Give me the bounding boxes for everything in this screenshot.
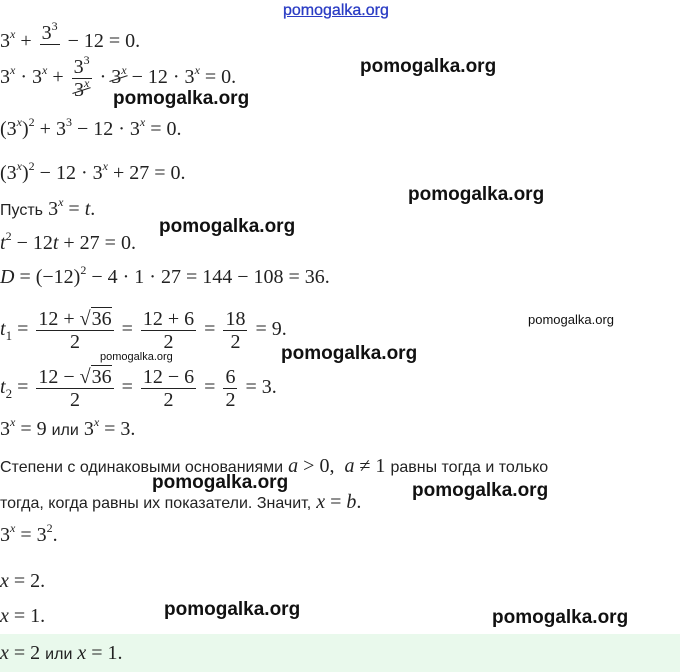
watermark: pomogalka.org <box>412 480 549 501</box>
stepeni-text: Степени с одинаковыми основаниями <box>0 459 284 476</box>
root-t2-line: $t_2$ = $\frac{12 - √36}{2}$ = $\frac{12 - 6}{2}$ = $\frac{6}{2}$ = 3. <box>0 366 277 411</box>
quadratic-line: $t^2 - 12t + 27 = 0$. <box>0 229 136 254</box>
equation-line-3: $(3^x)^2 + 3^3 - 12 \cdot 3^x = 0$. <box>0 115 182 140</box>
answer-line: x = 2 или x = 1. <box>0 642 123 664</box>
pust-text: Пусть <box>0 202 43 219</box>
togda-text: тогда, когда равны их показатели. Значит, <box>0 495 312 512</box>
solution-x1-line: x = 1. <box>0 605 46 627</box>
equation-line-1: $3^x$ + $3^3$ − 12 = 0. <box>0 19 141 52</box>
watermark: pomogalka.org <box>492 607 629 628</box>
ravny-text: равны тогда и только <box>390 459 549 476</box>
watermark-top: pomogalka.org <box>283 2 389 19</box>
watermark: pomogalka.org <box>152 472 289 493</box>
substitution-line: Пусть $3^x = t$. <box>0 195 96 220</box>
equation-line-13: $3^x = 3^2$. <box>0 521 58 546</box>
watermark: pomogalka.org <box>113 88 250 109</box>
equation-line-2: $3^x \cdot 3^x$ + $\frac{3^3}{3^x}$ · $3^x - 12 \cdot 3^x = 0$. <box>0 53 237 101</box>
watermark: pomogalka.org <box>100 351 173 363</box>
rule-line-1: Степени с одинаковыми основаниями a > 0, a ≠ 1 равны тогда и только <box>0 455 549 477</box>
watermark: pomogalka.org <box>159 216 296 237</box>
watermark: pomogalka.org <box>360 56 497 77</box>
ili-text-1: или <box>51 422 79 439</box>
cases-line: $3^x = 9$ или $3^x = 3$. <box>0 415 136 440</box>
solution-x2-line: x = 2. <box>0 570 46 592</box>
watermark: pomogalka.org <box>408 184 545 205</box>
root-t1-line: $t_1$ = $\frac{12 + √36}{2}$ = $\frac{12 + 6}{2}$ = $\frac{18}{2}$ = 9. <box>0 308 287 353</box>
rule-line-2: тогда, когда равны их показатели. Значит, x = b. <box>0 491 362 513</box>
watermark: pomogalka.org <box>281 343 418 364</box>
discriminant-line: $D = (-12)^2 - 4 \cdot 1 \cdot 27 = 144 - 108 = 36$. <box>0 263 330 288</box>
watermark: pomogalka.org <box>528 312 614 327</box>
watermark: pomogalka.org <box>164 599 301 620</box>
ili-text-2: или <box>45 646 73 663</box>
equation-line-4: $(3^x)^2 - 12 \cdot 3^x + 27 = 0$. <box>0 159 186 184</box>
